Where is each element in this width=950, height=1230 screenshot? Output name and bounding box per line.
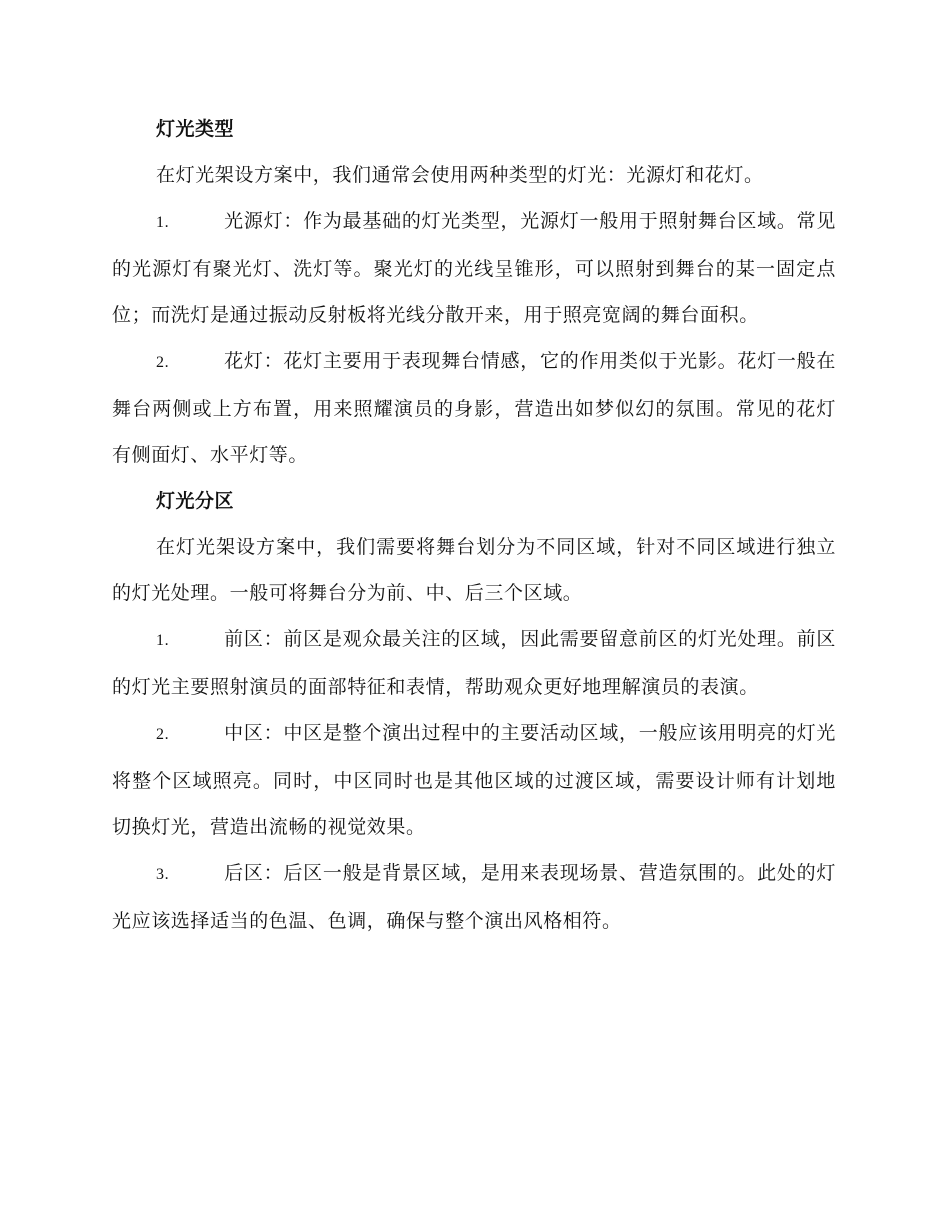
section-heading-lighting-zones: 灯光分区 bbox=[156, 490, 235, 512]
list-number: 2. bbox=[156, 354, 170, 371]
list-number: 1. bbox=[156, 632, 170, 649]
document-body bbox=[112, 106, 836, 944]
list-number: 1. bbox=[156, 214, 170, 231]
list-number: 2. bbox=[156, 726, 170, 743]
list-item-text: 前区：前区是观众最关注的区域，因此需要留意前区的灯光处理。前区的灯光主要照射演员的面部特征和表情，帮助观众更好地理解演员的表演。 bbox=[112, 628, 836, 698]
list-item bbox=[112, 198, 836, 338]
list-item-text: 花灯：花灯主要用于表现舞台情感，它的作用类似于光影。花灯一般在舞台两侧或上方布置，用来照耀演员的身影，营造出如梦似幻的氛围。常见的花灯有侧面灯、水平灯等。 bbox=[112, 350, 836, 466]
list-item-text: 中区：中区是整个演出过程中的主要活动区域，一般应该用明亮的灯光将整个区域照亮。同时，中区同时也是其他区域的过渡区域，需要设计师有计划地切换灯光，营造出流畅的视觉效果。 bbox=[112, 722, 836, 838]
list-item-text: 后区：后区一般是背景区域，是用来表现场景、营造氛围的。此处的灯光应该选择适当的色温、色调，确保与整个演出风格相符。 bbox=[112, 862, 836, 932]
list-item bbox=[112, 710, 836, 850]
list-number: 3. bbox=[156, 866, 170, 883]
list-item-text: 光源灯：作为最基础的灯光类型，光源灯一般用于照射舞台区域。常见的光源灯有聚光灯、洗灯等。聚光灯的光线呈锥形，可以照射到舞台的某一固定点位；而洗灯是通过振动反射板将光线分散开来，用于照亮宽阔的舞台面积。 bbox=[112, 210, 836, 326]
list-item bbox=[112, 616, 836, 710]
section-intro-lighting-zones: 在灯光架设方案中，我们需要将舞台划分为不同区域，针对不同区域进行独立的灯光处理。一般可将舞台分为前、中、后三个区域。 bbox=[112, 536, 836, 604]
section-intro-lighting-types: 在灯光架设方案中，我们通常会使用两种类型的灯光：光源灯和花灯。 bbox=[156, 164, 764, 186]
list-item bbox=[112, 850, 836, 944]
list-item bbox=[112, 338, 836, 478]
section-heading-lighting-types: 灯光类型 bbox=[156, 118, 235, 140]
